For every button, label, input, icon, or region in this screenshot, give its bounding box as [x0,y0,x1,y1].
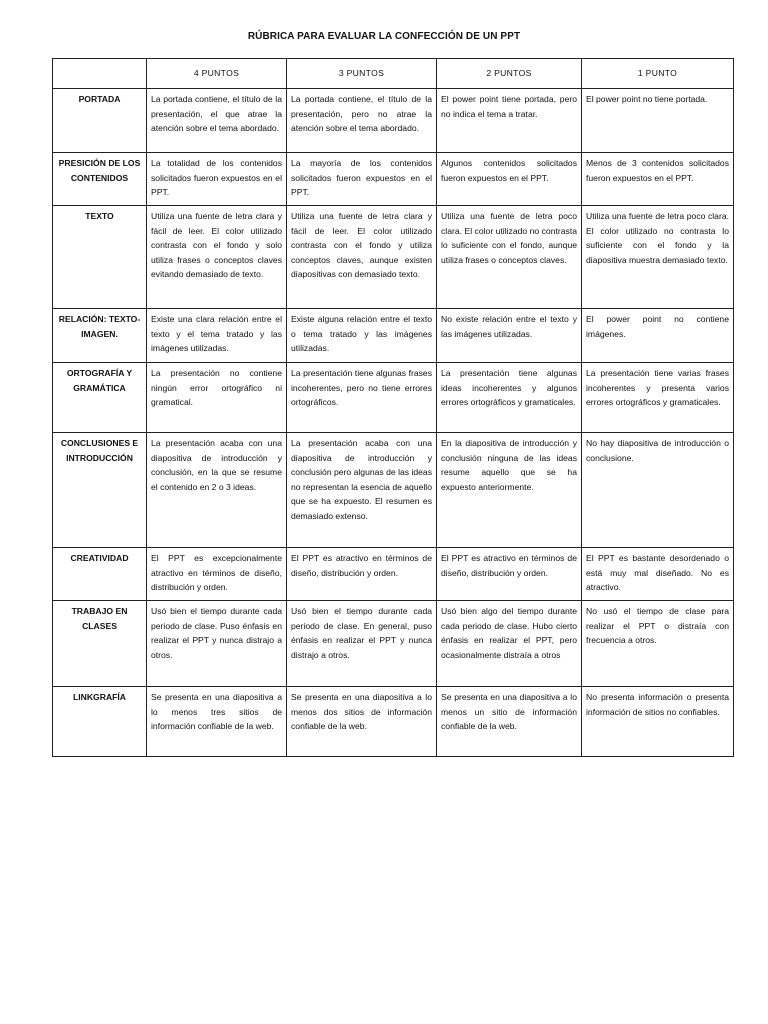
cell-3-puntos: La mayoría de los contenidos solicitados fueron expuestos en el PPT. [287,153,437,206]
cell-4-puntos: La presentación acaba con una diapositiva de introducción y conclusión, en la que se resume el contenido en 2 o 3 ideas. [147,433,287,548]
cell-1-punto: No presenta información o presenta información de sitios no confiables. [582,687,734,757]
cell-2-puntos: En la diapositiva de introducción y conclusión ninguna de las ideas resume aquello que se ha expuesto anteriormente. [437,433,582,548]
cell-4-puntos: La totalidad de los contenidos solicitados fueron expuestos en el PPT. [147,153,287,206]
table-row [53,548,734,601]
header-4-puntos: 4 PUNTOS [147,59,287,89]
cell-4-puntos: Existe una clara relación entre el texto y el tema tratado y las imágenes utilizadas. [147,309,287,363]
cell-2-puntos: Utiliza una fuente de letra poco clara. El color utilizado no contrasta lo suficiente con el fondo, aunque utiliza frases o conceptos claves. [437,206,582,309]
cell-3-puntos: Existe alguna relación entre el texto o tema tratado y las imágenes utilizadas. [287,309,437,363]
cell-2-puntos: La presentación tiene algunas ideas incoherentes y algunos errores ortográficos y gramaticales. [437,363,582,433]
cell-4-puntos: Utiliza una fuente de letra clara y fácil de leer. El color utilizado contrasta con el fondo y solo utiliza frases o conceptos claves evitando demasiado de texto. [147,206,287,309]
criterion-ortografia: ORTOGRAFÍA Y GRAMÁTICA [53,363,147,433]
table-row [53,433,734,548]
criterion-linkgrafia: LINKGRAFÍA [53,687,147,757]
cell-3-puntos: Se presenta en una diapositiva a lo menos dos sitios de información confiable de la web. [287,687,437,757]
cell-1-punto: Menos de 3 contenidos solicitados fueron expuestos en el PPT. [582,153,734,206]
table-row [53,309,734,363]
header-1-punto: 1 PUNTO [582,59,734,89]
criterion-creatividad: CREATIVIDAD [53,548,147,601]
table-row [53,206,734,309]
criterion-portada: PORTADA [53,89,147,153]
criterion-presicion: PRESICIÓN DE LOS CONTENIDOS [53,153,147,206]
cell-4-puntos: Usó bien el tiempo durante cada periodo de clase. Puso énfasis en realizar el PPT y nunca distrajo a otros. [147,601,287,687]
cell-2-puntos: El power point tiene portada, pero no indica el tema a tratar. [437,89,582,153]
table-row [53,363,734,433]
cell-3-puntos: Usó bien el tiempo durante cada periodo de clase. En general, puso énfasis en realizar el PPT y nunca distrajo a otros. [287,601,437,687]
cell-1-punto: Utiliza una fuente de letra poco clara. El color utilizado no contrasta lo suficiente con el fondo y la diapositiva muestra demasiado texto. [582,206,734,309]
cell-4-puntos: La presentación no contiene ningún error ortográfico ni gramatical. [147,363,287,433]
header-row [53,59,734,89]
cell-2-puntos: No existe relación entre el texto y las imágenes utilizadas. [437,309,582,363]
table-row [53,601,734,687]
header-2-puntos: 2 PUNTOS [437,59,582,89]
criterion-relacion: RELACIÓN: TEXTO-IMAGEN. [53,309,147,363]
cell-1-punto: El power point no contiene imágenes. [582,309,734,363]
cell-3-puntos: La presentación tiene algunas frases incoherentes, pero no tiene errores ortográficos. [287,363,437,433]
cell-3-puntos: La presentación acaba con una diapositiva de introducción y conclusión pero algunas de las ideas no representan la esencia de aquello que se ha expuesto. El resumen es demasiado extenso. [287,433,437,548]
cell-2-puntos: El PPT es atractivo en términos de diseño, distribución y orden. [437,548,582,601]
cell-1-punto: No hay diapositiva de introducción o conclusione. [582,433,734,548]
table-row [53,89,734,153]
criterion-conclusiones: CONCLUSIONES E INTRODUCCIÓN [53,433,147,548]
cell-2-puntos: Algunos contenidos solicitados fueron expuestos en el PPT. [437,153,582,206]
cell-1-punto: La presentación tiene varias frases incoherentes y presenta varios errores ortográficos y gramaticales. [582,363,734,433]
header-empty [53,59,147,89]
table-row [53,153,734,206]
rubric-table [52,58,734,757]
cell-4-puntos: El PPT es excepcionalmente atractivo en términos de diseño, distribución y orden. [147,548,287,601]
header-3-puntos: 3 PUNTOS [287,59,437,89]
cell-3-puntos: Utiliza una fuente de letra clara y fácil de leer. El color utilizado contrasta con el fondo y utiliza conceptos claves, aunque existen diapositivas con demasiado texto. [287,206,437,309]
cell-3-puntos: El PPT es atractivo en términos de diseño, distribución y orden. [287,548,437,601]
cell-3-puntos: La portada contiene, el título de la presentación, pero no atrae la atención sobre el tema abordado. [287,89,437,153]
cell-4-puntos: Se presenta en una diapositiva a lo menos tres sitios de información confiable de la web. [147,687,287,757]
cell-1-punto: El power point no tiene portada. [582,89,734,153]
cell-2-puntos: Se presenta en una diapositiva a lo menos un sitio de información confiable de la web. [437,687,582,757]
cell-1-punto: El PPT es bastante desordenado o está muy mal diseñado. No es atractivo. [582,548,734,601]
criterion-texto: TEXTO [53,206,147,309]
cell-4-puntos: La portada contiene, el título de la presentación, el que atrae la atención sobre el tema abordado. [147,89,287,153]
table-row [53,687,734,757]
page-title: RÚBRICA PARA EVALUAR LA CONFECCIÓN DE UN PPT [247,31,521,42]
cell-1-punto: No usó el tiempo de clase para realizar el PPT o distraía con frecuencia a otros. [582,601,734,687]
cell-2-puntos: Usó bien algo del tiempo durante cada periodo de clase. Hubo cierto énfasis en realizar el PPT, pero ocasionalmente distraía a otros [437,601,582,687]
criterion-trabajo: TRABAJO EN CLASES [53,601,147,687]
